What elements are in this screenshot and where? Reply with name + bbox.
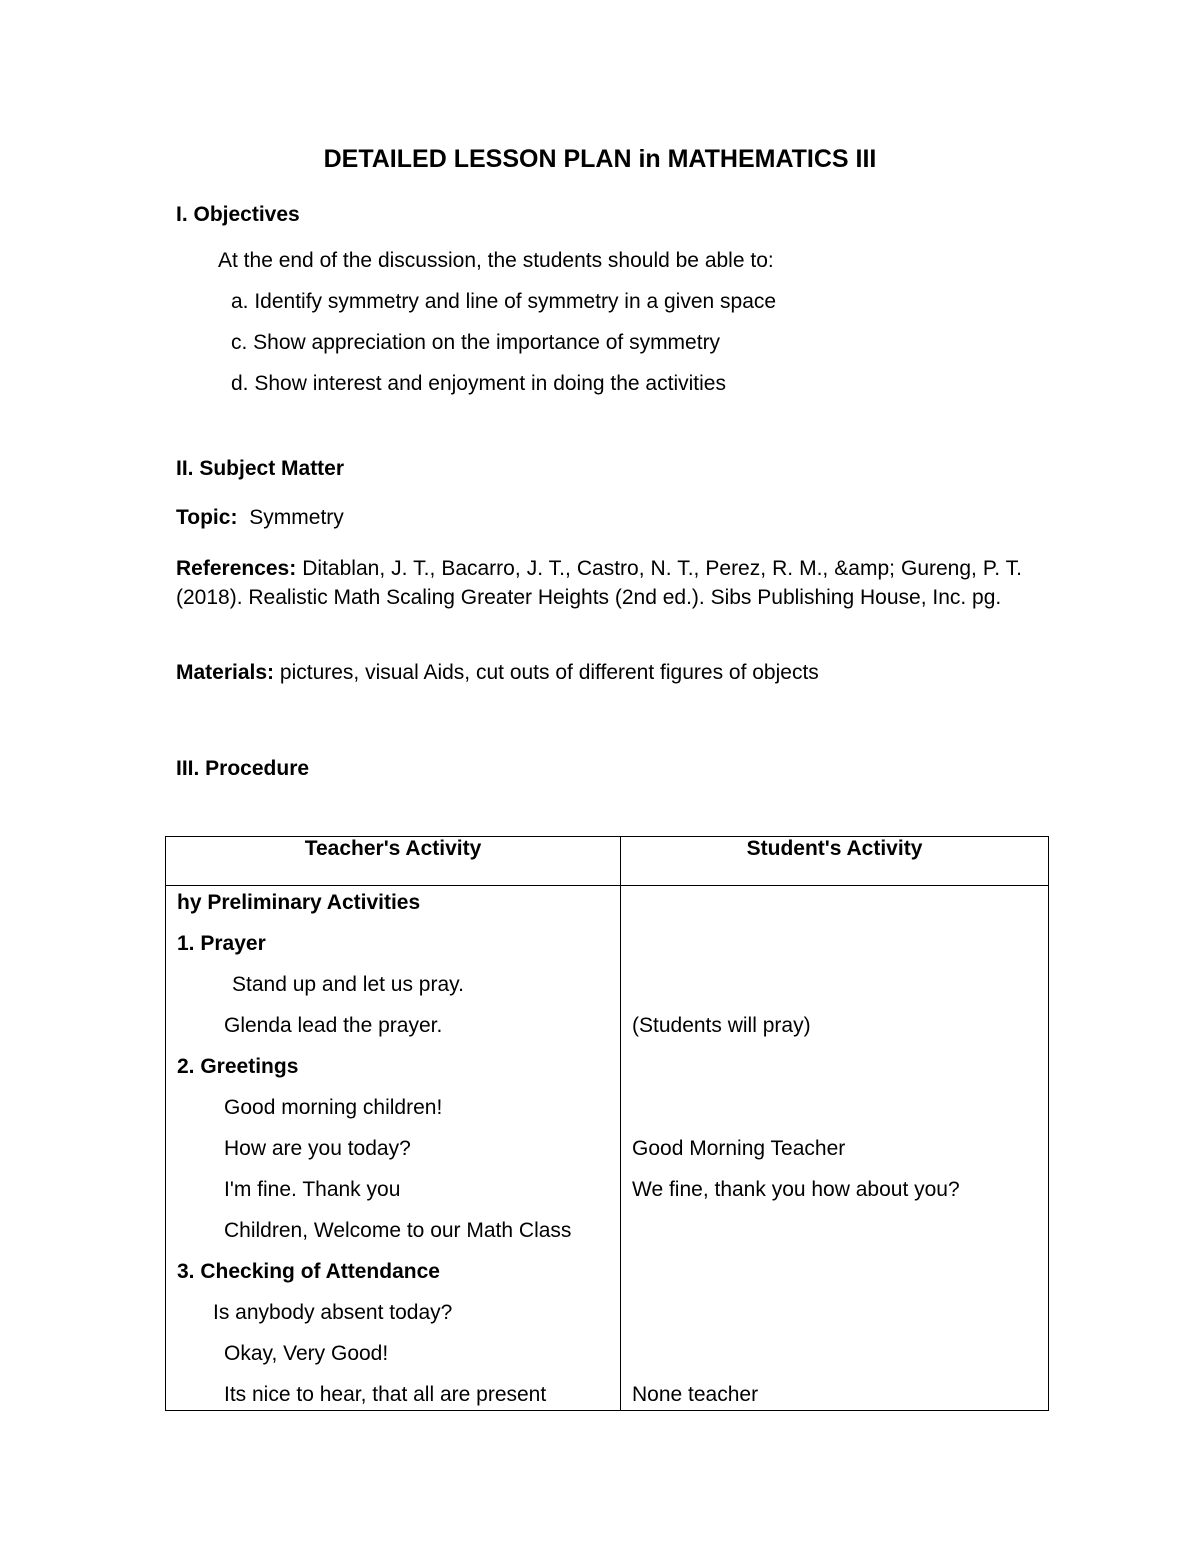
teacher-line: Its nice to hear, that all are present xyxy=(224,1383,547,1406)
objectives-intro: At the end of the discussion, the students should be able to: xyxy=(218,249,774,272)
topic-value: Symmetry xyxy=(249,506,344,529)
materials-value: pictures, visual Aids, cut outs of different figures of objects xyxy=(279,661,819,684)
student-line: We fine, thank you how about you? xyxy=(632,1178,960,1201)
teacher-column-header: Teacher's Activity xyxy=(166,837,621,886)
topic-line xyxy=(176,507,344,528)
teacher-line: How are you today? xyxy=(224,1137,411,1160)
topic-label: Topic: xyxy=(176,506,238,529)
objectives-heading: I. Objectives xyxy=(176,203,300,226)
teacher-line: Okay, Very Good! xyxy=(224,1342,389,1365)
objective-item: d. Show interest and enjoyment in doing the activities xyxy=(231,372,726,395)
teacher-line: Glenda lead the prayer. xyxy=(224,1014,443,1037)
teacher-activity-cell xyxy=(166,886,621,1411)
student-line: (Students will pray) xyxy=(632,1014,811,1037)
teacher-line: Children, Welcome to our Math Class xyxy=(224,1219,572,1242)
preliminary-activities-heading: hy Preliminary Activities xyxy=(177,891,421,914)
student-activity-cell xyxy=(621,886,1049,1411)
page-title: DETAILED LESSON PLAN in MATHEMATICS III xyxy=(323,145,877,173)
student-column-header: Student's Activity xyxy=(621,837,1049,886)
student-line: None teacher xyxy=(632,1383,759,1406)
greetings-heading: 2. Greetings xyxy=(177,1055,299,1078)
references-label: References: xyxy=(176,557,297,580)
student-line: Good Morning Teacher xyxy=(632,1137,846,1160)
prayer-heading: 1. Prayer xyxy=(177,932,266,955)
procedure-table xyxy=(165,836,1049,1411)
teacher-line: I'm fine. Thank you xyxy=(224,1178,401,1201)
objective-item: a. Identify symmetry and line of symmetry in a given space xyxy=(231,290,777,313)
teacher-line: Good morning children! xyxy=(224,1096,443,1119)
table-header-row xyxy=(166,837,1049,886)
teacher-line: Stand up and let us pray. xyxy=(232,973,464,996)
references-paragraph xyxy=(176,554,1022,612)
teacher-line: Is anybody absent today? xyxy=(213,1301,453,1324)
references-value: Ditablan, J. T., Bacarro, J. T., Castro, N. T., Perez, R. M., &amp; Gureng, P. T. (2018). Realistic Math Scaling Greater Heights (2nd ed.). Sibs Publishing House, Inc. pg. xyxy=(176,557,1022,609)
subject-matter-heading: II. Subject Matter xyxy=(176,457,345,480)
materials-label: Materials: xyxy=(176,661,275,684)
procedure-heading: III. Procedure xyxy=(176,757,310,780)
table-row xyxy=(166,886,1049,1411)
attendance-heading: 3. Checking of Attendance xyxy=(177,1260,440,1283)
materials-line xyxy=(176,662,819,683)
objective-item: c. Show appreciation on the importance of symmetry xyxy=(231,331,721,354)
